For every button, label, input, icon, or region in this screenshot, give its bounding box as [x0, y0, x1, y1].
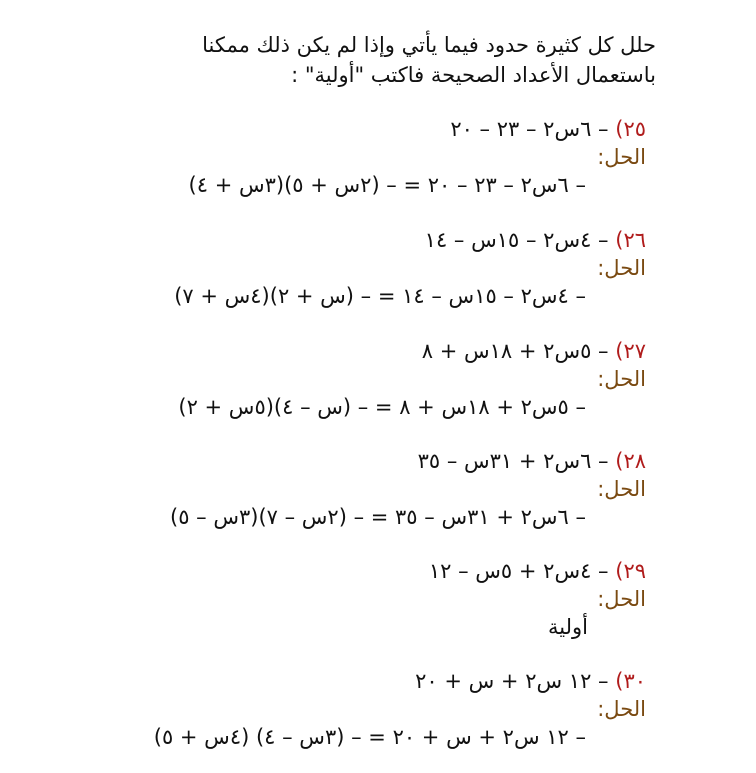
problem-number: ٢٦) — [615, 228, 646, 252]
problem-number: ٢٥) — [615, 117, 646, 141]
solution-label: الحل: — [597, 697, 646, 721]
problem-26-answer: – ٤س٢ – ١٥س – ١٤ = – (س + ٢)(٤س + ٧) — [174, 284, 586, 308]
problem-25 — [450, 115, 646, 143]
problem-25-answer: – ٦س٢ – ٢٣ – ٢٠ = – (٢س + ٥)(٣س + ٤) — [188, 173, 586, 197]
instructions-line-1: حلل كل كثيرة حدود فيما يأتي وإذا لم يكن ذلك ممكنا — [202, 33, 656, 57]
problem-27 — [422, 337, 646, 365]
problem-number: ٢٨) — [615, 449, 646, 473]
solution-label: الحل: — [597, 145, 646, 169]
solution-label: الحل: — [597, 367, 646, 391]
solution-label: الحل: — [597, 477, 646, 501]
problem-expression: – ١٢ س٢ + س + ٢٠ — [415, 669, 609, 693]
problem-number: ٢٧) — [615, 339, 646, 363]
problem-30 — [415, 667, 646, 695]
solution-label: الحل: — [597, 256, 646, 280]
problem-number: ٣٠) — [615, 669, 646, 693]
problem-expression: – ٦س٢ – ٢٣ – ٢٠ — [450, 117, 609, 141]
problem-expression: – ٤س٢ – ١٥س – ١٤ — [424, 228, 609, 252]
instructions-line-2: باستعمال الأعداد الصحيحة فاكتب "أولية" : — [291, 63, 656, 87]
problem-expression: – ٥س٢ + ١٨س + ٨ — [421, 339, 609, 363]
problem-26 — [425, 226, 646, 254]
problem-expression: – ٦س٢ + ٣١س – ٣٥ — [417, 449, 609, 473]
problem-number: ٢٩) — [615, 559, 646, 583]
solution-label: الحل: — [597, 587, 646, 611]
problem-29-answer: أولية — [548, 615, 588, 639]
instructions — [96, 30, 656, 90]
problem-28-answer: – ٦س٢ + ٣١س – ٣٥ = – (٢س – ٧)(٣س – ٥) — [169, 505, 586, 529]
problem-30-answer: – ١٢ س٢ + س + ٢٠ = – (٣س – ٤) (٤س + ٥) — [153, 725, 586, 749]
problem-expression: – ٤س٢ + ٥س – ١٢ — [428, 559, 609, 583]
problem-27-answer: – ٥س٢ + ١٨س + ٨ = – (س – ٤)(٥س + ٢) — [178, 395, 586, 419]
problem-28 — [418, 447, 646, 475]
problem-29 — [429, 557, 646, 585]
